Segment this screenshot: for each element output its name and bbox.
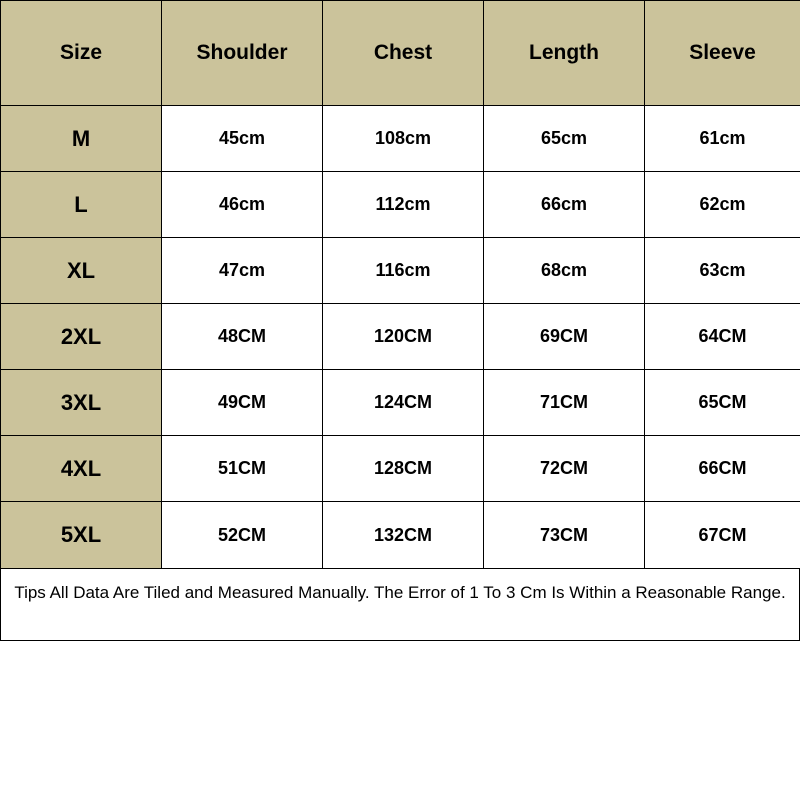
cell-sleeve: 64CM xyxy=(645,304,800,370)
tips-note: Tips All Data Are Tiled and Measured Manually. The Error of 1 To 3 Cm Is Within a Reasonable Range. xyxy=(0,569,800,641)
cell-chest: 128CM xyxy=(323,436,484,502)
cell-shoulder: 48CM xyxy=(162,304,323,370)
cell-length: 71CM xyxy=(484,370,645,436)
cell-chest: 124CM xyxy=(323,370,484,436)
cell-sleeve: 63cm xyxy=(645,238,800,304)
cell-sleeve: 66CM xyxy=(645,436,800,502)
header-sleeve: Sleeve xyxy=(645,1,800,106)
header-chest: Chest xyxy=(323,1,484,106)
cell-length: 69CM xyxy=(484,304,645,370)
cell-length: 66cm xyxy=(484,172,645,238)
cell-shoulder: 49CM xyxy=(162,370,323,436)
cell-shoulder: 52CM xyxy=(162,502,323,569)
size-label: 3XL xyxy=(1,370,162,436)
cell-length: 73CM xyxy=(484,502,645,569)
cell-length: 65cm xyxy=(484,106,645,172)
cell-sleeve: 62cm xyxy=(645,172,800,238)
cell-length: 68cm xyxy=(484,238,645,304)
cell-shoulder: 51CM xyxy=(162,436,323,502)
cell-shoulder: 46cm xyxy=(162,172,323,238)
size-label: L xyxy=(1,172,162,238)
cell-chest: 108cm xyxy=(323,106,484,172)
cell-sleeve: 67CM xyxy=(645,502,800,569)
size-label: 2XL xyxy=(1,304,162,370)
header-length: Length xyxy=(484,1,645,106)
cell-sleeve: 65CM xyxy=(645,370,800,436)
header-shoulder: Shoulder xyxy=(162,1,323,106)
cell-shoulder: 47cm xyxy=(162,238,323,304)
cell-shoulder: 45cm xyxy=(162,106,323,172)
size-label: M xyxy=(1,106,162,172)
cell-chest: 112cm xyxy=(323,172,484,238)
header-size: Size xyxy=(1,1,162,106)
cell-length: 72CM xyxy=(484,436,645,502)
size-label: 4XL xyxy=(1,436,162,502)
cell-chest: 120CM xyxy=(323,304,484,370)
cell-chest: 116cm xyxy=(323,238,484,304)
cell-chest: 132CM xyxy=(323,502,484,569)
size-label: 5XL xyxy=(1,502,162,569)
cell-sleeve: 61cm xyxy=(645,106,800,172)
size-label: XL xyxy=(1,238,162,304)
